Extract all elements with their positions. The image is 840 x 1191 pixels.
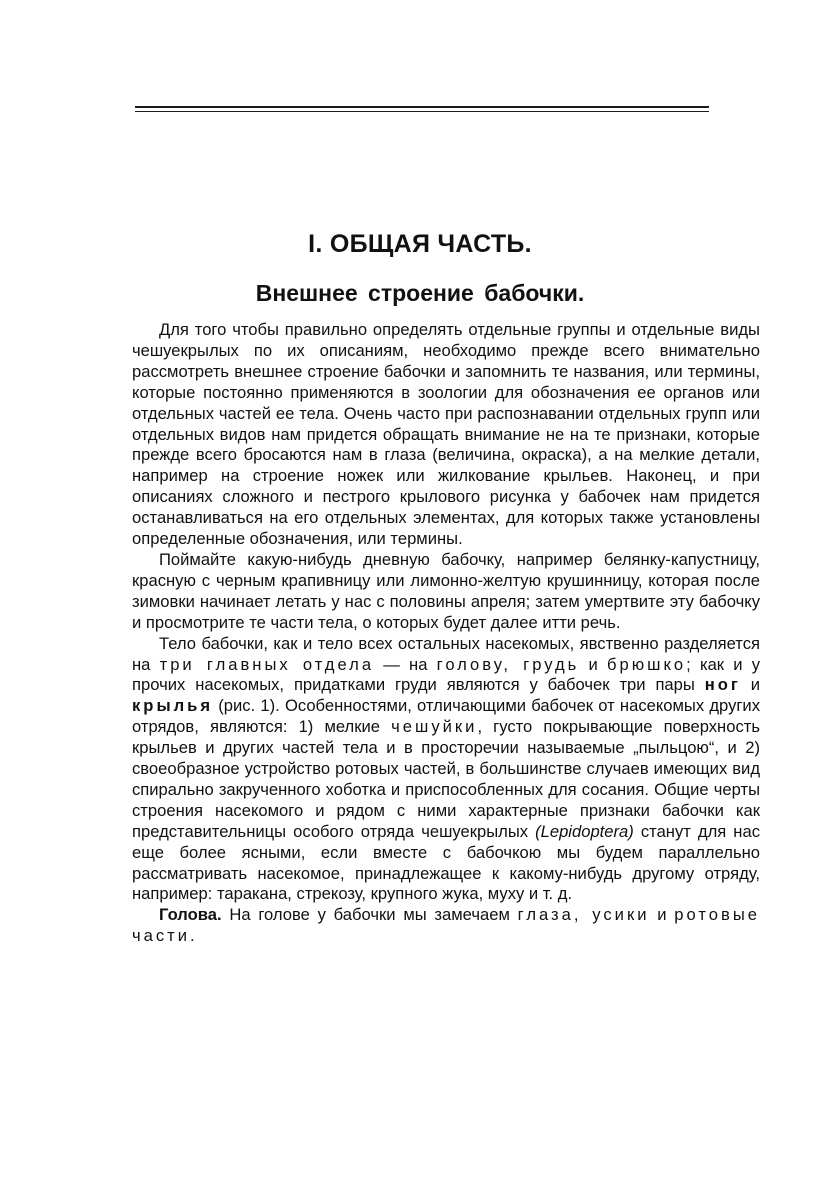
spaced-term: три главных отдела <box>159 654 375 674</box>
spaced-term: ротовые части <box>132 905 761 946</box>
spaced-term: брюшко <box>606 654 687 674</box>
spaced-term: чешуйки <box>391 717 478 737</box>
text-segment: ; как и у прочих насекомых, придатками груди являются у бабочек три пары <box>132 654 761 695</box>
latin-term: (Lepidoptera) <box>535 821 634 841</box>
spaced-term: голову, грудь <box>436 654 580 674</box>
text-segment: — на <box>374 654 437 674</box>
spaced-term: глаза, усики <box>517 905 650 925</box>
body-text <box>132 320 760 947</box>
text-segment: и <box>579 654 607 674</box>
section-title: Внешнее строение бабочки. <box>255 280 585 306</box>
text-segment: Тело бабочки, как и тело всех остальных насекомых, явственно разделяется на <box>132 633 760 674</box>
subheading-head: Голова. <box>159 905 222 925</box>
text-segment: и <box>649 905 675 925</box>
top-rule-thin <box>135 111 709 112</box>
spaced-term: ног <box>704 675 741 695</box>
spaced-term: крылья <box>132 696 214 716</box>
paragraph-head <box>132 905 760 947</box>
text-segment: На голове у бабочки мы замечаем <box>221 905 518 925</box>
text-segment: , густо покрывающие поверхность крыльев и других частей тела и в просторечии называемые „пыльцою“, и 2) своеобразное устройство ротовых частей, в большинстве случаев имеющих вид спирально закрученного хоботка и приспособленных для сосания. Общие черты строения насекомого и рядом с ними характерные признаки бабочки как представительницы особого отряда чешуекрылых <box>132 717 760 841</box>
top-rule <box>135 106 709 108</box>
paragraph-catch-butterfly: Поймайте какую-нибудь дневную бабочку, например белянку-капустницу, красную с черным крапивницу или лимонно-желтую крушинницу, которая после зимовки начинает летать у нас с половины апреля; затем умертвите эту бабочку и просмотрите те части тела, о которых будет далее итти речь. <box>132 549 760 632</box>
text-segment: (рис. 1). Особенностями, отличающими бабочек от насекомых других отрядов, являются: 1) мелкие <box>132 696 760 737</box>
text-segment: . <box>190 926 195 946</box>
paragraph-body-parts <box>132 634 760 906</box>
text-segment: и <box>740 675 760 695</box>
part-title: I. ОБЩАЯ ЧАСТЬ. <box>308 230 532 258</box>
paragraph-intro: Для того чтобы правильно определять отдельные группы и отдельные виды чешуекрылых по их описаниям, необходимо прежде всего внимательно рассмотреть внешнее строение бабочки и запомнить те названия, или термины, которые постоянно применяются в зоологии для обозначения ее органов или отдельных частей ее тела. Очень часто при распознавании отдельных групп или отдельных видов нам придется обращать внимание не на те признаки, которые прежде всего бросаются нам в глаза (величина, окраска), а на мелкие детали, например на строение ножек или жилкование крыльев. Наконец, и при описаниях сложного и пестрого крылового рисунка у бабочек нам придется останавливаться на его отдельных элементах, для которых также установлены определенные обозначения, или термины. <box>132 320 760 549</box>
text-segment: станут для нас еще более ясными, если вместе с бабочкою мы будем параллельно рассматривать насекомое, принадлежащее к какому-нибудь другому отряду, например: таракана, стрекозу, крупного жука, муху и т. д. <box>132 821 760 904</box>
